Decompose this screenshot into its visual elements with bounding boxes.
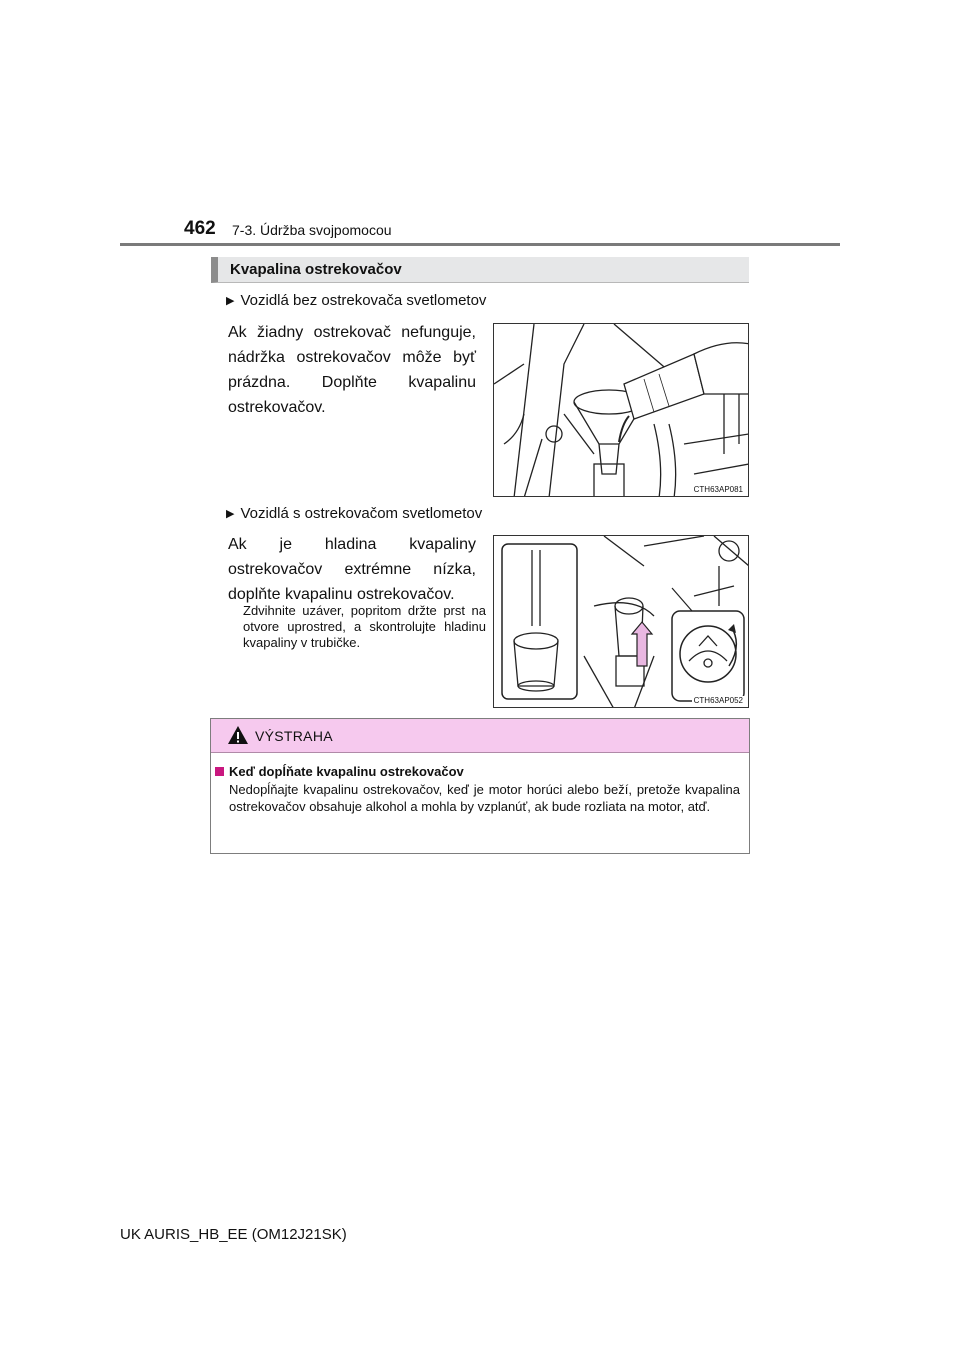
subsection-heading-with-headlamp-washer — [226, 505, 482, 522]
section-heading — [211, 257, 749, 283]
subsection-heading-text: Vozidlá s ostrekovačom svetlometov — [240, 505, 483, 522]
warning-box — [210, 718, 750, 854]
subsection-note-text: Zdvihnite uzáver, popritom držte prst na otvore uprostred, a skontrolujte hladinu kvapaliny v trubičke. — [243, 603, 486, 650]
triangle-bullet-icon: ▶ — [226, 508, 235, 520]
footer-model-code: UK AURIS_HB_EE (OM12J21SK) — [120, 1226, 347, 1243]
page-number: 462 — [184, 218, 216, 239]
funnel-refill-illustration — [494, 324, 749, 497]
subsection-heading-no-headlamp-washer — [226, 292, 486, 309]
warning-item-title — [215, 764, 464, 779]
header-rule — [120, 243, 840, 246]
figure-cap-check — [493, 535, 749, 708]
section-title: Kvapalina ostrekovačov — [230, 261, 402, 278]
warning-title: VÝSTRAHA — [255, 728, 333, 744]
warning-item-title-text: Keď dopĺňate kvapalinu ostrekovačov — [229, 764, 464, 779]
section-reference: 7-3. Údržba svojpomocou — [232, 222, 392, 238]
warning-text: Nedopĺňajte kvapalinu ostrekovačov, keď je motor horúci alebo beží, pretože kvapalina ostrekovačov obsahuje alkohol a mohla by vzplanúť, ak bude rozliata na motor, atď. — [229, 782, 740, 814]
cap-check-illustration — [494, 536, 749, 708]
subsection-body-text: Ak je hladina kvapaliny ostrekovačov extrémne nízka, doplňte kvapalinu ostrekovačov. — [228, 536, 476, 603]
subsection-heading-text: Vozidlá bez ostrekovača svetlometov — [240, 292, 487, 309]
warning-header — [211, 719, 749, 753]
figure-funnel-refill — [493, 323, 749, 497]
subsection-body-text: Ak žiadny ostrekovač nefunguje, nádržka ostrekovačov môže byť prázdna. Doplňte kvapalinu ostrekovačov. — [228, 324, 476, 416]
triangle-bullet-icon: ▶ — [226, 295, 235, 307]
square-bullet-icon — [215, 767, 224, 776]
figure-code-label: CTH63AP081 — [693, 485, 743, 494]
figure-code-label: CTH63AP052 — [693, 696, 743, 705]
warning-triangle-icon — [227, 725, 249, 745]
